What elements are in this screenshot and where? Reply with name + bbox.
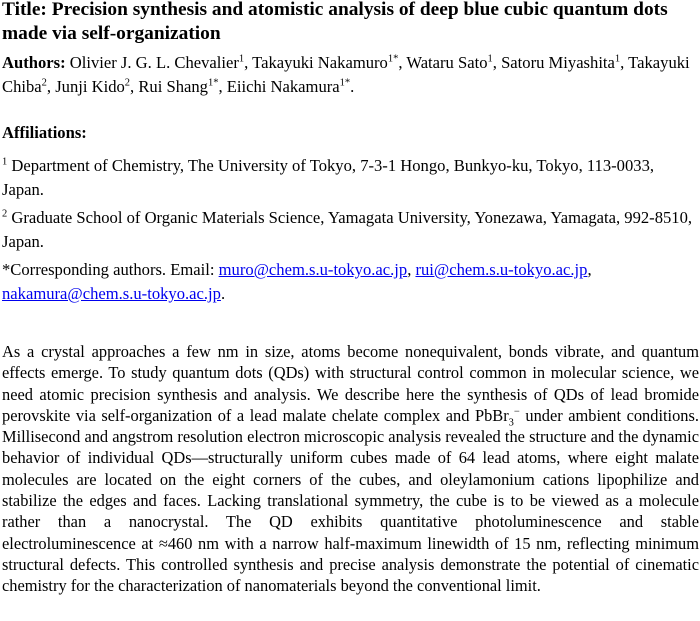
- author-name: Takayuki Nakamuro: [252, 53, 388, 72]
- author-name: Junji Kido: [55, 77, 125, 96]
- author-affiliation-mark: 2: [41, 77, 47, 89]
- author-name: Wataru Sato: [406, 53, 488, 72]
- author-name: Eiichi Nakamura: [226, 77, 340, 96]
- author-name: Rui Shang: [138, 77, 208, 96]
- affiliations-heading: Affiliations:: [2, 123, 87, 142]
- author-name: Satoru Miyashita: [501, 53, 615, 72]
- abstract: [2, 341, 699, 597]
- title-text: Precision synthesis and atomistic analysis of deep blue cubic quantum dots made via self-organization: [2, 0, 668, 44]
- corresponding-authors: *Corresponding authors. Email: muro@chem.s.u-tokyo.ac.jp, rui@chem.s.u-tokyo.ac.jp, nakamura@chem.s.u-tokyo.ac.jp.: [2, 260, 592, 303]
- author-affiliation-mark: 1: [487, 53, 493, 65]
- author-affiliation-mark: 1: [614, 53, 621, 65]
- paper-title: [2, 0, 698, 46]
- email-link-nakamura[interactable]: nakamura@chem.s.u-tokyo.ac.jp: [2, 284, 221, 303]
- author-list: Authors: Olivier J. G. L. Chevalier$^1$, Takayuki Nakamuro$^{1*}$, Wataru Sato$^1$, Satoru Miyashita$^1$, Takayuki Chiba$^2$, Junji Kido$^2$, Rui Shang$^{1*}$, Eiichi Nakamura$^{1*}$.: [2, 53, 690, 96]
- author-name: Olivier J. G. L. Chevalier: [69, 53, 239, 72]
- affiliation-mark: 2: [2, 208, 8, 220]
- formula-superscript: −: [513, 406, 520, 418]
- email-link-rui[interactable]: rui@chem.s.u-tokyo.ac.jp: [415, 260, 588, 279]
- corresponding-label: *Corresponding authors. Email:: [2, 260, 215, 279]
- formula-subscript: 3: [508, 417, 514, 429]
- affiliation-2: [2, 206, 694, 254]
- author-affiliation-mark: 1: [238, 53, 245, 65]
- affiliation-1: [2, 154, 694, 202]
- authors-label: Authors:: [2, 53, 66, 72]
- author-affiliation-mark: 1*: [339, 77, 351, 89]
- email-link-muro[interactable]: muro@chem.s.u-tokyo.ac.jp: [218, 260, 408, 279]
- author-affiliation-mark: 1*: [387, 53, 399, 65]
- affiliation-text: Graduate School of Organic Materials Science, Yamagata University, Yonezawa, Yamagata, 992-8510, Japan.: [2, 208, 693, 251]
- author-name: Takayuki Chiba: [2, 53, 690, 96]
- title-label: Title:: [2, 0, 47, 20]
- author-affiliation-mark: 1*: [207, 77, 219, 89]
- affiliation-mark: 1: [2, 156, 8, 168]
- affiliation-text: Department of Chemistry, The University of Tokyo, 7-3-1 Hongo, Bunkyo-ku, Tokyo, 113-0033, Japan.: [2, 156, 655, 199]
- abstract-text-part1: As a crystal approaches a few nm in size, atoms become nonequivalent, bonds vibrate, and quantum effects emerge. To study quantum dots (QDs) with structural control common in molecular science, we need atomic precision synthesis and analysis. We describe here the synthesis of QDs of lead bromide perovskite via self-organization of a lead malate chelate complex and PbBr: [2, 342, 699, 425]
- abstract-text-part2: under ambient conditions. Millisecond and angstrom resolution electron microscopic analysis revealed the structure and the dynamic behavior of individual QDs—structurally uniform cubes made of 64 lead atoms, where eight malate molecules are located on the eight corners of the cubes, and oleylamonium cations lipophilize and stabilize the edges and faces. Lacking translational symmetry, the cube is to be viewed as a molecule rather than a nanocrystal. The QD exhibits quantitative photoluminescence and stable electroluminescence at ≈460 nm with a narrow half-maximum linewidth of 15 nm, reflecting minimum structural defects. This controlled synthesis and precise analysis demonstrate the potential of cinematic chemistry for the characterization of nanomaterials beyond the conventional limit.: [2, 405, 699, 596]
- author-affiliation-mark: 2: [124, 77, 131, 89]
